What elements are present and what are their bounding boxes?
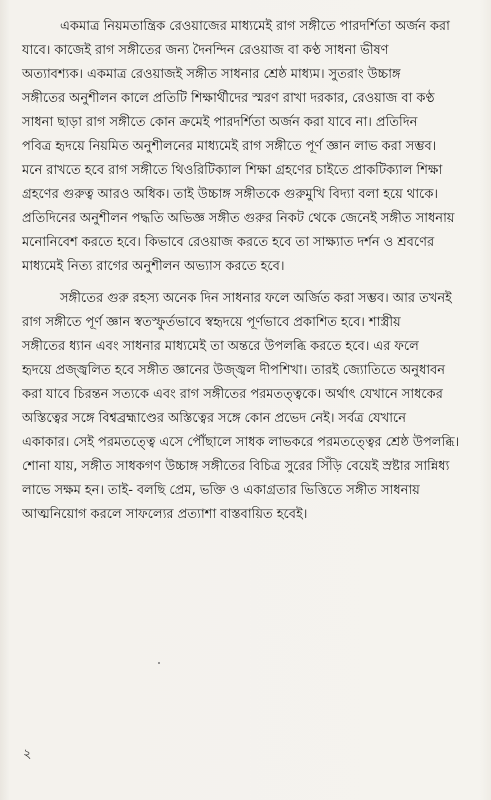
print-speck bbox=[158, 662, 160, 664]
paragraph-line: যাবে। কাজেই রাগ সঙ্গীতের জন্য দৈনন্দিন রেওয়াজ বা কণ্ঠ সাধনা ভীষণ bbox=[22, 43, 389, 58]
paragraph-line: সঙ্গীতের অনুশীলন কালে প্রতিটি শিক্ষার্থীদের স্মরণ রাখা দরকার, রেওয়াজ বা কণ্ঠ bbox=[22, 91, 435, 106]
paragraph-line: প্রতিদিনের অনুশীলন পদ্ধতি অভিজ্ঞ সঙ্গীত গুরুর নিকট থেকে জেনেই সঙ্গীত সাধনায় bbox=[22, 211, 455, 226]
paragraph-line: রাগ সঙ্গীতে পূর্ণ জ্ঞান স্বতস্ফুর্তভাবে স্বহৃদয়ে পূর্ণভাবে প্রকাশিত হবে। শাস্ত্রীয় bbox=[22, 315, 401, 330]
paragraph-line: অস্তিত্বের সঙ্গে বিশ্বব্রহ্মাণ্ডের অস্তিত্বের সঙ্গে কোন প্রভেদ নেই। সর্বত্র যেখানে bbox=[22, 411, 406, 426]
paragraph-line: পবিত্র হৃদয়ে নিয়মিত অনুশীলনের মাধ্যমেই রাগ সঙ্গীতে পূর্ণ জ্ঞান লাভ করা সম্ভব। bbox=[22, 139, 437, 154]
paragraph-line: আত্মনিয়োগ করলে সাফল্যের প্রত্যাশা বাস্তবায়িত হবেই। bbox=[22, 507, 308, 522]
paragraph-line: করা যাবে চিরন্তন সত্যকে এবং রাগ সঙ্গীতের পরমতত্ত্বকে। অর্থাৎ যেখানে সাধকের bbox=[22, 387, 443, 402]
paragraph-line: সাধনা ছাড়া রাগ সঙ্গীতে কোন ক্রমেই পারদর্শিতা অর্জন করা যাবে না। প্রতিদিন bbox=[22, 115, 418, 130]
paragraph-line: মাধ্যমেই নিত্য রাগের অনুশীলন অভ্যাস করতে হবে। bbox=[22, 259, 285, 274]
paragraph-line: সঙ্গীতের গুরু রহস্য অনেক দিন সাধনার ফলে অর্জিত করা সম্ভব। আর তখনই bbox=[60, 291, 452, 306]
paragraph-line: লাভে সক্ষম হন। তাই- বলছি প্রেম, ভক্তি ও একাগ্রতার ভিত্তিতে সঙ্গীত সাধনায় bbox=[22, 483, 420, 498]
paragraph-line: মনে রাখতে হবে রাগ সঙ্গীতে থিওরিটিক্যাল শিক্ষা গ্রহণের চাইতে প্রাকটিক্যাল শিক্ষা bbox=[22, 163, 443, 178]
paragraph-line: মনোনিবেশ করতে হবে। কিভাবে রেওয়াজ করতে হবে তা সাক্ষ্যাত দর্শন ও শ্রবণের bbox=[22, 235, 435, 250]
paragraph-line: একাকার। সেই পরমতত্ত্বে এসে পৌঁছালে সাধক লাভকরে পরমতত্ত্বের শ্রেষ্ঠ উপলব্ধি। bbox=[22, 435, 460, 450]
page-number: ২ bbox=[23, 747, 32, 762]
paragraph-line: গ্রহণের গুরুত্ব আরও অধিক। তাই উচ্চাঙ্গ সঙ্গীতকে গুরুমুখি বিদ্যা বলা হয়ে থাকে। bbox=[22, 187, 438, 202]
paragraph-line: সঙ্গীতের ধ্যান এবং সাধনার মাধ্যমেই তা অন্তরে উপলব্ধি করতে হবে। এর ফলে bbox=[22, 339, 419, 354]
paragraph-line: অত্যাবশ্যক। একমাত্র রেওয়াজই সঙ্গীত সাধনার শ্রেষ্ঠ মাধ্যম। সুতরাং উচ্চাঙ্গ bbox=[22, 67, 401, 82]
paragraph-line: শোনা যায়, সঙ্গীত সাধকগণ উচ্চাঙ্গ সঙ্গীতের বিচিত্র সুরের সিঁড়ি বেয়েই স্রষ্টার সান্নিধ্য bbox=[22, 459, 450, 474]
paragraph-line: হৃদয়ে প্রজ্জ্বলিত হবে সঙ্গীত জ্ঞানের উজ্জ্বল দীপশিখা। তারই জ্যোতিতে অনুধাবন bbox=[22, 363, 445, 378]
paragraph-line: একমাত্র নিয়মতান্ত্রিক রেওয়াজের মাধ্যমেই রাগ সঙ্গীতে পারদর্শিতা অর্জন করা bbox=[60, 19, 450, 34]
